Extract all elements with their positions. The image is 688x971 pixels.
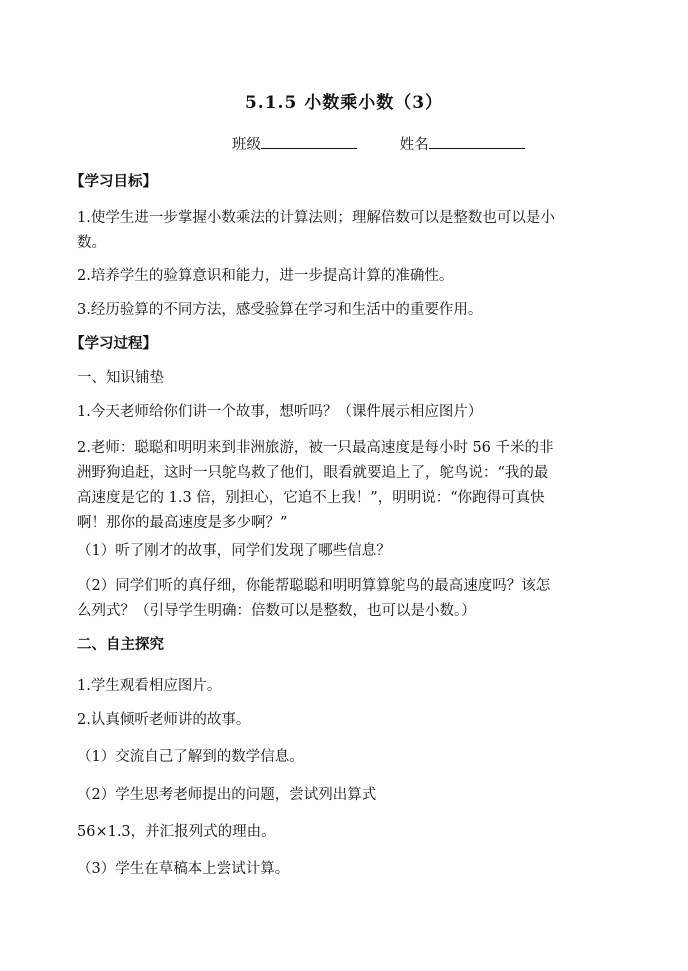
section2-item-4: （2）学生思考老师提出的问题，尝试列出算式 bbox=[77, 787, 377, 803]
section2-item-5: 56×1.3，并汇报列式的理由。 bbox=[77, 824, 276, 840]
section1-heading: 一、知识铺垫 bbox=[77, 370, 164, 386]
section2-item-6: （3）学生在草稿本上尝试计算。 bbox=[77, 861, 290, 877]
section1-item-4: （2）同学们听的真仔细，你能帮聪聪和明明算算鸵鸟的最高速度吗？该怎么列式？（引导学生明确：倍数可以是整数，也可以是小数。） bbox=[77, 578, 551, 619]
section1-item-1: 1.今天老师给你们讲一个故事，想听吗？（课件展示相应图片） bbox=[77, 404, 483, 420]
process-heading: 【学习过程】 bbox=[70, 335, 157, 352]
goals-heading: 【学习目标】 bbox=[70, 173, 157, 190]
section1-item-3: （1）听了刚才的故事，同学们发现了哪些信息？ bbox=[77, 543, 391, 559]
section2-heading: 二、自主探究 bbox=[77, 636, 164, 653]
goal-item-2: 2.培养学生的验算意识和能力，进一步提高计算的准确性。 bbox=[77, 268, 454, 284]
section2-item-3: （1）交流自己了解到的数学信息。 bbox=[77, 749, 304, 765]
name-field[interactable] bbox=[400, 133, 525, 155]
section2-item-2: 2.认真倾听老师讲的故事。 bbox=[77, 712, 251, 728]
section2-item-1: 1.学生观看相应图片。 bbox=[77, 678, 222, 694]
header-fields bbox=[232, 133, 525, 155]
goal-item-1: 1.使学生进一步掌握小数乘法的计算法则；理解倍数可以是整数也可以是小数。 bbox=[77, 210, 555, 251]
class-blank[interactable] bbox=[261, 133, 357, 149]
name-label: 姓名 bbox=[399, 137, 429, 153]
page-title: 5.1.5 小数乘小数（3） bbox=[244, 93, 444, 113]
class-field[interactable] bbox=[232, 133, 357, 155]
goal-item-3: 3.经历验算的不同方法，感受验算在学习和生活中的重要作用。 bbox=[77, 302, 483, 318]
name-blank[interactable] bbox=[429, 133, 525, 149]
class-label: 班级 bbox=[232, 137, 261, 153]
section1-item-2: 2.老师：聪聪和明明来到非洲旅游，被一只最高速度是每小时 56 千米的非洲野狗追赶，这时一只鸵鸟救了他们，眼看就要追上了，鸵鸟说：“我的最高速度是它的 1.3 倍，别担心，它追不上我！”，明明说：“你跑得可真快啊！那你的最高速度是多少啊？” bbox=[77, 440, 554, 531]
